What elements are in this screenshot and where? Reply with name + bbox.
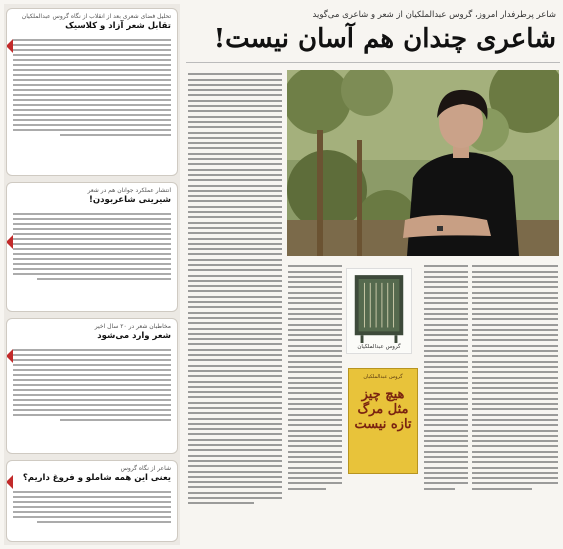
poet-photo (287, 70, 559, 256)
sidebar-box-shamlou-forough[interactable] (6, 460, 178, 542)
article-headline: شاعری چندان هم آسان نیست! (213, 24, 556, 54)
sidebar-box-sweetness[interactable] (6, 182, 178, 312)
sidebar-box-body (7, 208, 177, 285)
book-cover-1 (346, 268, 412, 354)
sidebar-box-kicker: شاعر از نگاه گروس (120, 465, 171, 472)
sidebar-box-kicker: تحلیل فضای شعری بعد از انقلاب از نگاه گروس عبدالملکیان (21, 13, 171, 20)
sidebar-box-title: شیرینی شاعربودن! (89, 195, 171, 205)
sidebar-box-poetry-enters[interactable] (6, 318, 178, 454)
sidebar-box-body (7, 344, 177, 426)
article-kicker: شاعر پرطرفدار امروز، گروس عبدالملکیان از شعر و شاعری می‌گوید (312, 10, 556, 20)
book-cover-2 (348, 368, 418, 474)
book-cover-2-author: گروس عبدالملکیان (363, 374, 403, 380)
book-cover-1-caption: گروس عبدالملکیان (357, 344, 401, 350)
sidebar-box-body (7, 486, 177, 528)
book-cover-1-art (347, 269, 411, 353)
sidebar-box-title: تقابل شعر آزاد و کلاسیک (65, 21, 171, 31)
sidebar-box-kicker: مخاطبان شعر در ۲۰ سال اخیر (94, 323, 171, 330)
body-column-4 (472, 262, 558, 493)
body-column-2 (288, 262, 342, 493)
body-column-1 (188, 70, 282, 508)
sidebar (4, 4, 180, 545)
sidebar-box-title: یعنی این همه شاملو و فروغ داریم؟ (22, 473, 171, 483)
header-divider (186, 62, 560, 63)
sidebar-box-title: شعر وارد می‌شود (97, 331, 171, 341)
sidebar-box-body (7, 34, 177, 141)
sidebar-box-free-vs-classic[interactable] (6, 8, 178, 176)
sidebar-box-kicker: انتشار عملکرد جوانان هم در شعر (87, 187, 171, 194)
book-cover-2-title: هیچ چیز مثل مرگ تازه نیست (354, 387, 412, 432)
body-column-3 (424, 262, 468, 493)
